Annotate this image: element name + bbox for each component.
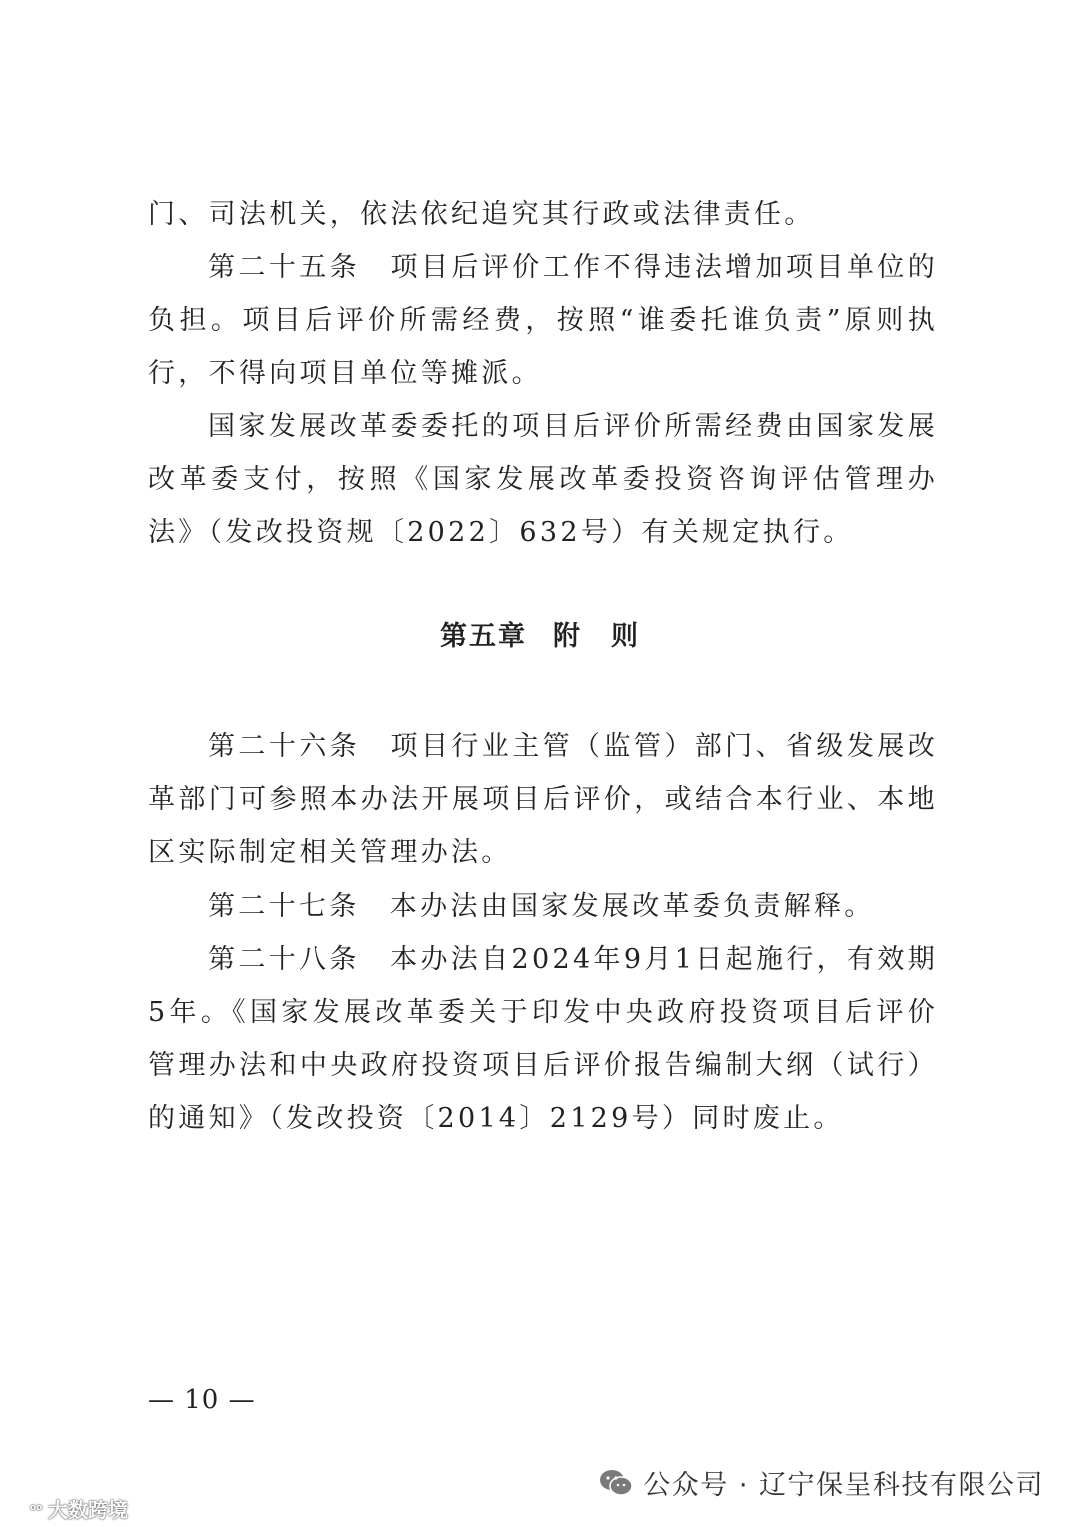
svg-text:oo: oo [30, 1502, 43, 1513]
paragraph-continuation: 门、司法机关，依法依纪追究其行政或法律责任。 [148, 199, 815, 230]
watermark-text: 公众号 · 辽宁保呈科技有限公司 [643, 1470, 1044, 1501]
chapter-title: 附 则 [553, 621, 640, 652]
chapter-heading [0, 614, 1080, 653]
watermark [599, 1463, 1044, 1502]
page-number: — 10 — [148, 1385, 256, 1415]
article-25: 第二十五条 项目后评价工作不得违法增加项目单位的负担。项目后评价所需经费，按照“谁委托谁负责”原则执行，不得向项目单位等摊派。 [148, 252, 938, 389]
article-27: 第二十七条 本办法由国家发展改革委负责解释。 [208, 891, 875, 922]
corner-logo [8, 1494, 128, 1523]
article-28: 第二十八条 本办法自2024年9月1日起施行，有效期5年。《国家发展改革委关于印发中央政府投资项目后评价管理办法和中央政府投资项目后评价报告编制大纲（试行）的通知》（发改投资〔2014〕2129号）同时废止。 [148, 944, 938, 1134]
corner-logo-text: 大数跨境 [48, 1498, 128, 1522]
chapter-number: 第五章 [440, 621, 527, 652]
article-26: 第二十六条 项目行业主管（监管）部门、省级发展改革部门可参照本办法开展项目后评价，或结合本行业、本地区实际制定相关管理办法。 [148, 731, 938, 868]
weibo-eye-icon [8, 1498, 44, 1520]
article-25-funding: 国家发展改革委委托的项目后评价所需经费由国家发展改革委支付，按照《国家发展改革委投资咨询评估管理办法》（发改投资规〔2022〕632号）有关规定执行。 [148, 411, 938, 548]
wechat-icon [599, 1469, 633, 1497]
